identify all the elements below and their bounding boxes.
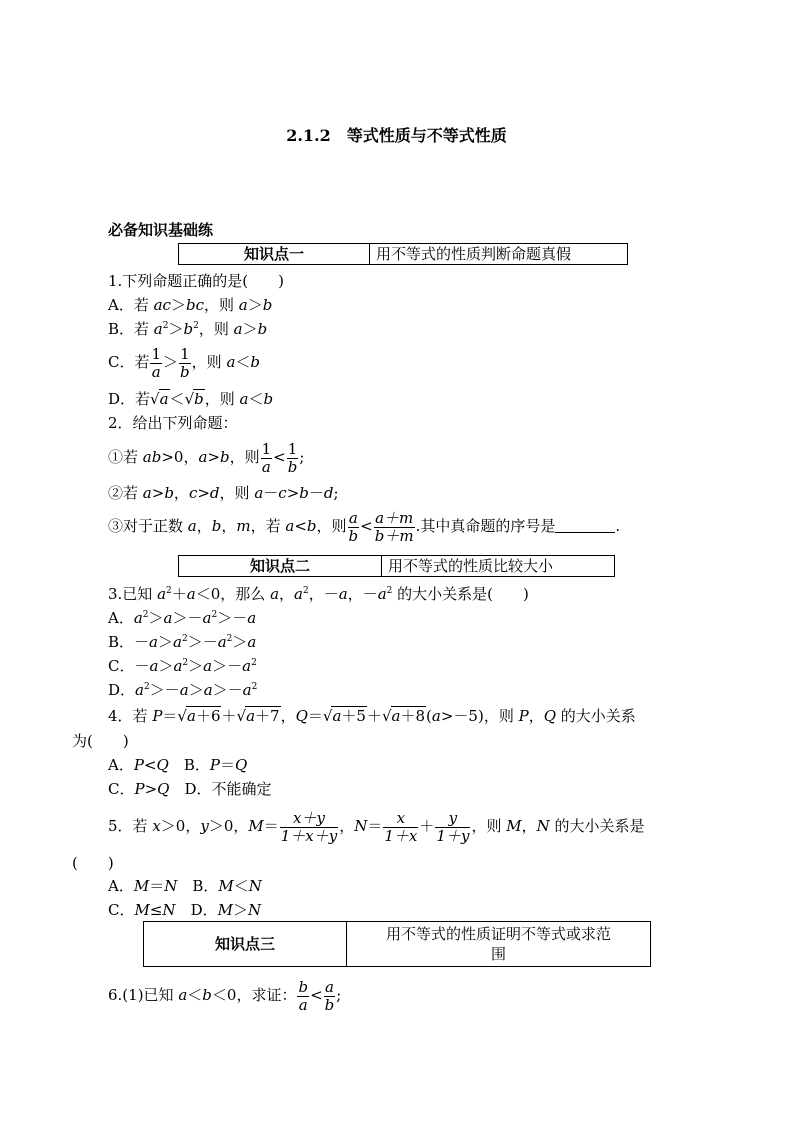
knowledge-point-topic: 用不等式的性质证明不等式或求范 围 [347,922,651,967]
question-1-stem: 1.下列命题正确的是( ) [108,272,285,290]
question-5-options-cd: C．M≤N D．M＞N [108,901,262,919]
question-2-stem: 2．给出下列命题： [108,414,238,432]
knowledge-point-label: 知识点三 [144,922,347,967]
question-3-option-c: C．$-a>a^2>a>-a^2$ [108,657,257,675]
question-1-option-a: A．若 ac＞bc，则 a＞b [108,296,273,314]
question-4-options-ab: A．P<Q B．P＝Q [108,756,248,774]
page-title: 2.1.2 等式性质与不等式性质 [286,126,507,145]
question-3-option-d: D．$a^2>-a>a>-a^2$ [108,681,258,699]
question-1-option-d: D．若√a＜√b，则 a＜b [108,390,274,408]
question-4-options-cd: C．P>Q D．不能确定 [108,780,272,798]
section-title: 必备知识基础练 [108,221,214,239]
question-1-option-b: B．若 $a^2>b^2$，则 a＞b [108,320,268,338]
question-3-option-a: A．$a^2>a>-a^2>-a$ [108,609,257,627]
knowledge-point-topic: 用不等式的性质比较大小 [382,556,615,577]
answer-blank[interactable] [555,518,615,533]
knowledge-point-topic: 用不等式的性质判断命题真假 [370,244,628,265]
question-2-statement-2: ②若 a>b，c>d，则 a－c>b－d; [108,484,339,502]
knowledge-point-table-2 [178,555,615,577]
question-3-stem: 3.已知 $a^2+a<0$，那么 a，$a^2$，－a，$-a^2$ 的大小关系是( ) [108,585,529,603]
question-6-stem: 6.(1)已知 a＜b＜0，求证： $\frac{b}{a}$ < $\frac{a}{b}$ ; [108,977,342,1014]
knowledge-point-table-3 [143,921,651,967]
question-4-line-2: 为( ) [72,732,129,750]
question-4-stem: 4．若 P＝√a＋6＋√a＋7，Q＝√a＋5＋√a＋8(a>－5)，则 P，Q 的大小关系 [108,707,636,725]
question-2-statement-1: ①若 ab>0，a>b，则 $\frac{1}{a}$ < $\frac{1}{b}$ ; [108,439,305,476]
question-5-line-2: ( ) [72,854,114,872]
question-1-option-c: C．若 $\frac{1}{a}$ ＞ $\frac{1}{b}$ ，则 a＜b [108,344,261,381]
knowledge-point-table-1 [178,243,628,265]
knowledge-point-label: 知识点二 [179,556,382,577]
question-2-statement-3: ③对于正数 a，b，m，若 a<b，则 $\frac{a}{b}$ < $\frac{a+m}{b+m}$ .其中真命题的序号是 . [108,508,621,545]
question-5-options-ab: A．M＝N B．M＜N [108,877,262,895]
question-3-option-b: B．$-a>a^2>-a^2>a$ [108,633,257,651]
knowledge-point-label: 知识点一 [179,244,370,265]
question-5-stem: 5．若 x＞0，y＞0，M＝ $\frac{x+y}{1+x+y}$ ，N＝ $\frac{x}{1+x}$ ＋ $\frac{y}{1+y}$ ，则 M，N 的大小关系是 [108,808,645,845]
